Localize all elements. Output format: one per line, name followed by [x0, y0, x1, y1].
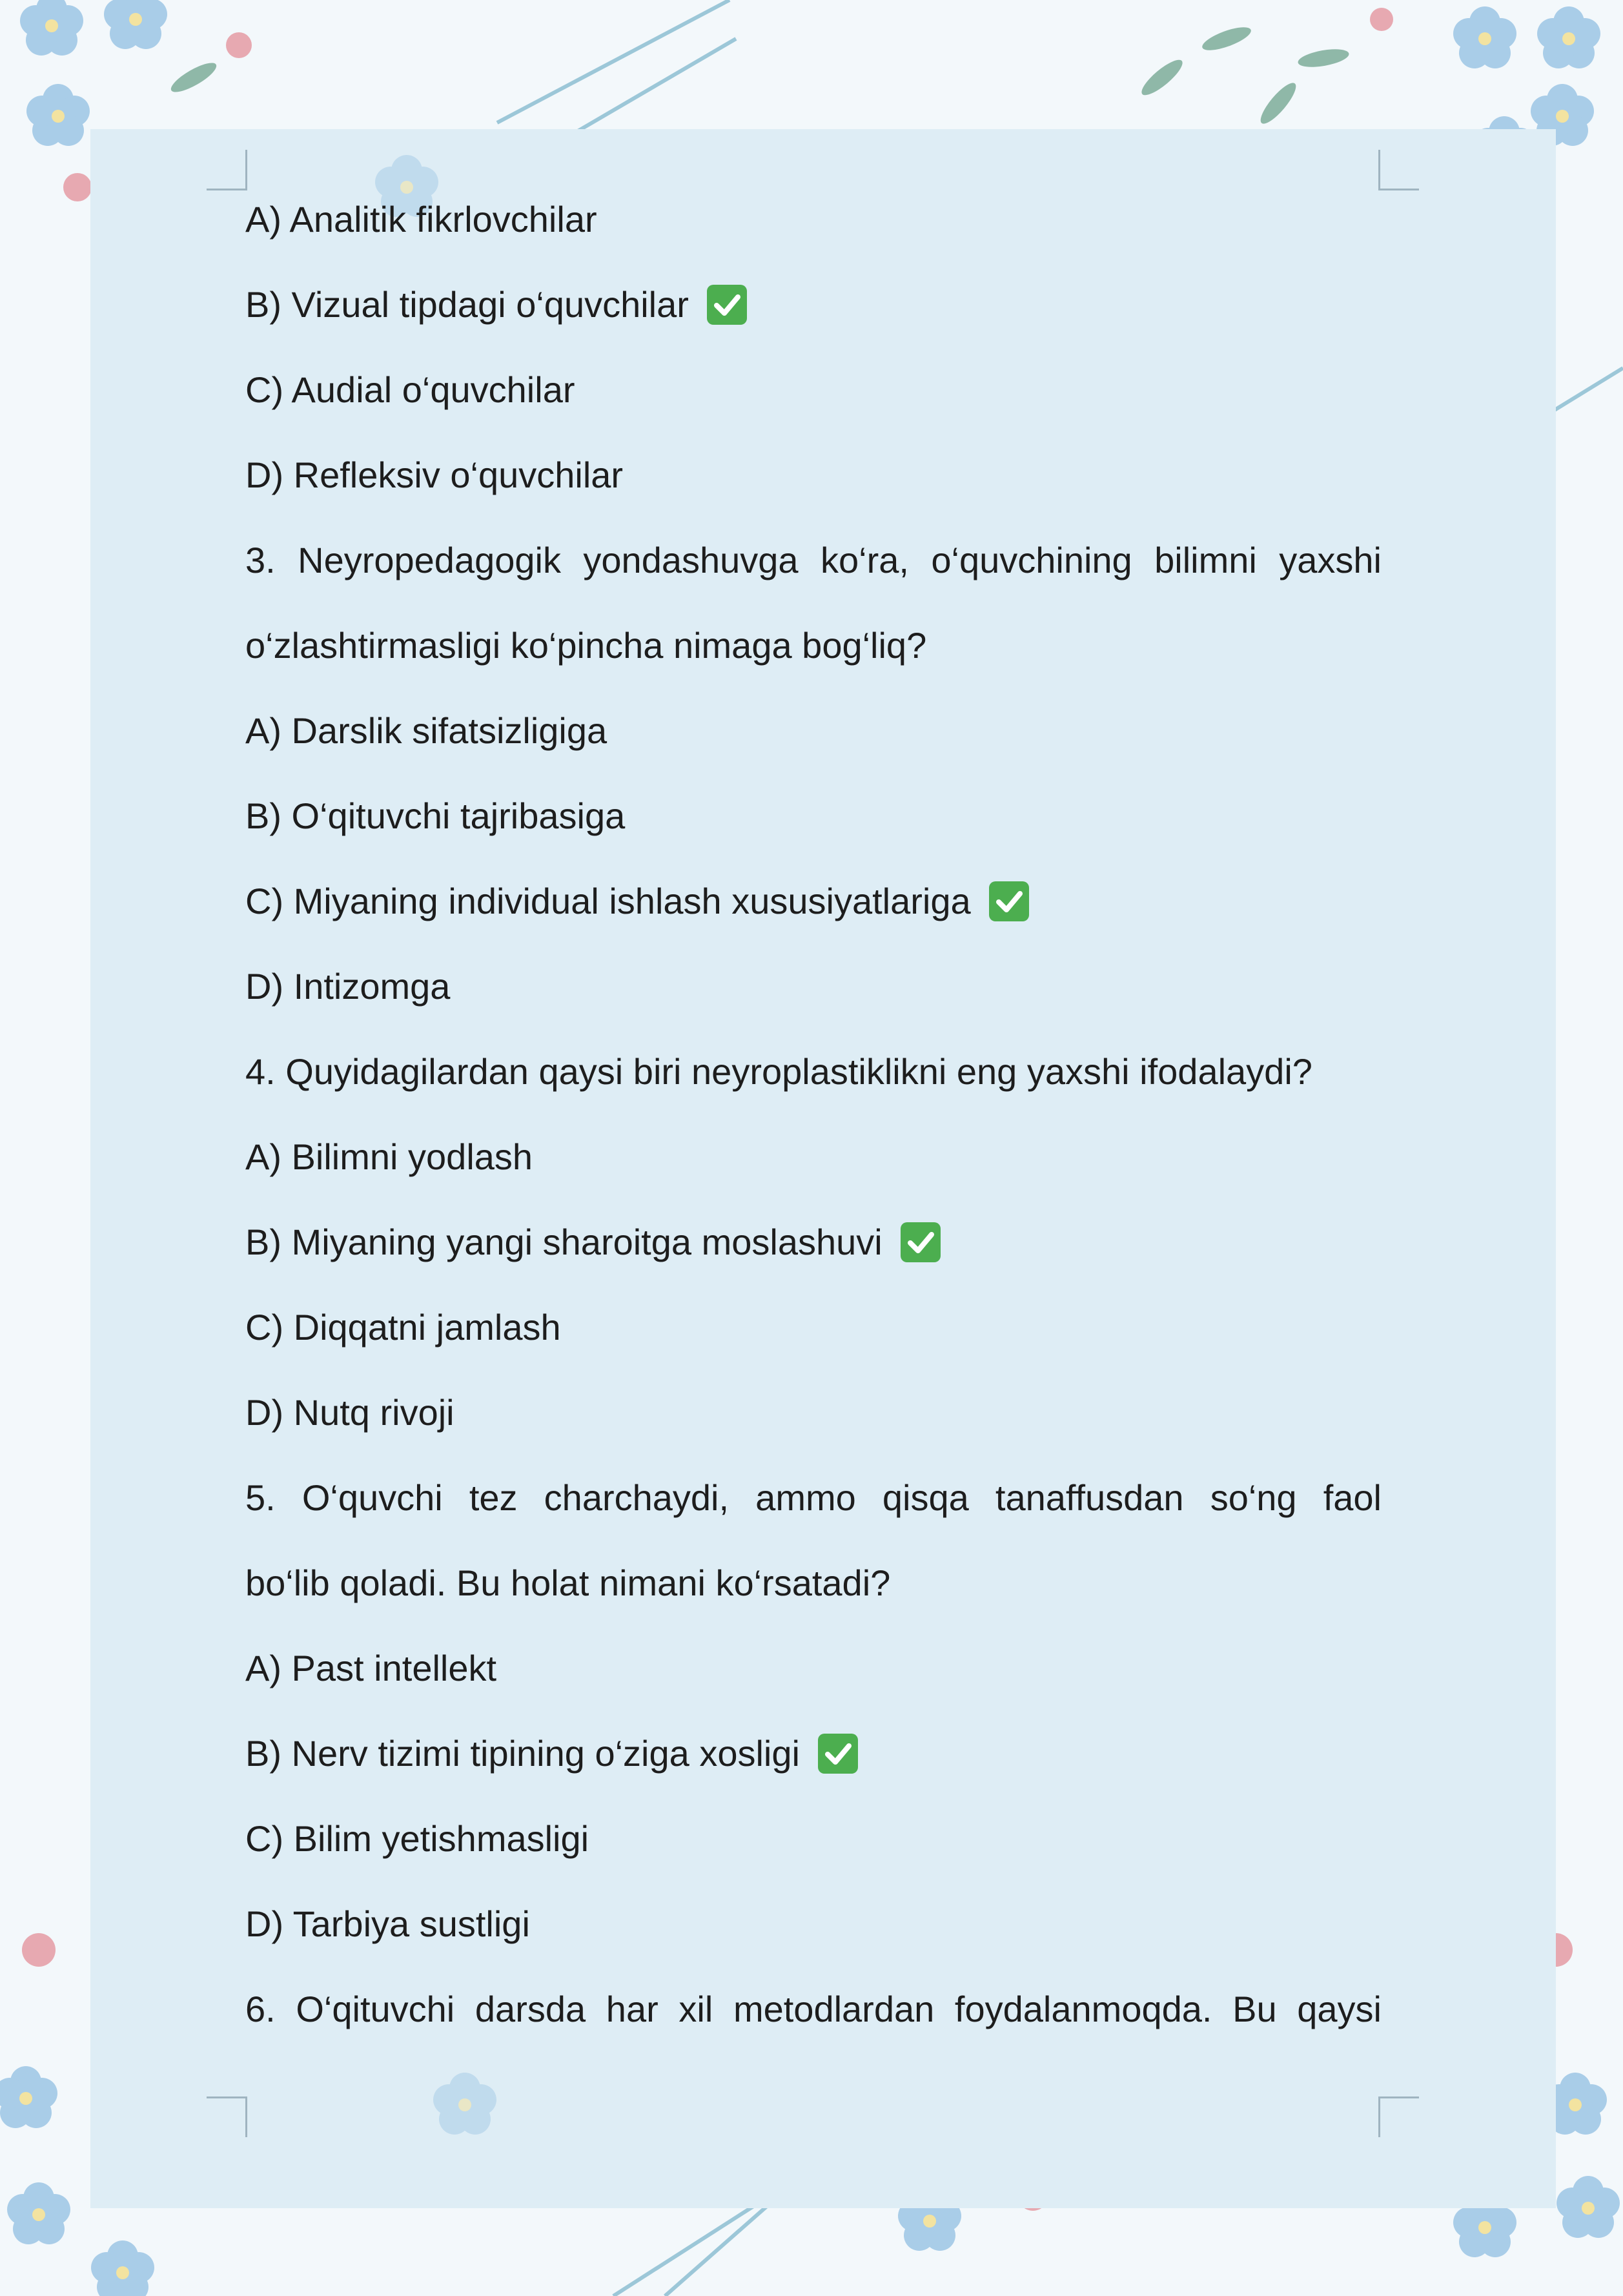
- text-line: [245, 449, 1382, 501]
- line-text: C) Bilim yetishmasligi: [245, 1818, 589, 1859]
- line-text: C) Audial o‘quvchilar: [245, 369, 575, 410]
- check-mark-button-icon: [707, 285, 747, 325]
- corner-mark-bottom-left: [207, 2096, 247, 2137]
- line-text: C) Miyaning individual ishlash xususiyatlariga: [245, 881, 971, 921]
- line-text: o‘zlashtirmasligi ko‘pincha nimaga bog‘liq?: [245, 625, 927, 666]
- line-text: 3. Neyropedagogik yondashuvga ko‘ra, o‘quvchining bilimni yaxshi: [245, 540, 1382, 580]
- text-line: [245, 279, 1382, 331]
- line-text: D) Nutq rivoji: [245, 1392, 454, 1433]
- line-text: B) Miyaning yangi sharoitga moslashuvi: [245, 1222, 883, 1262]
- line-text: D) Refleksiv o‘quvchilar: [245, 455, 624, 495]
- text-line: [245, 1302, 1382, 1353]
- text-line: [245, 620, 1382, 671]
- corner-mark-top-left: [207, 150, 247, 190]
- line-text: A) Analitik fikrlovchilar: [245, 199, 597, 240]
- text-line: [245, 1813, 1382, 1865]
- text-line: [245, 535, 1382, 586]
- line-text: A) Past intellekt: [245, 1648, 497, 1688]
- check-mark-button-icon: [901, 1222, 941, 1262]
- text-line: [245, 1728, 1382, 1779]
- check-mark-button-icon: [989, 881, 1029, 921]
- line-text: 4. Quyidagilardan qaysi biri neyroplastiklikni eng yaxshi ifodalaydi?: [245, 1051, 1312, 1092]
- text-line: [245, 1046, 1382, 1098]
- text-line: [245, 790, 1382, 842]
- text-line: [245, 1216, 1382, 1268]
- line-text: 5. O‘quvchi tez charchaydi, ammo qisqa tanaffusdan so‘ng faol: [245, 1477, 1382, 1518]
- text-line: [245, 1387, 1382, 1439]
- text-line: [245, 1643, 1382, 1694]
- text-line: [245, 876, 1382, 927]
- line-text: bo‘lib qoladi. Bu holat nimani ko‘rsatadi?: [245, 1563, 891, 1603]
- line-text: D) Tarbiya sustligi: [245, 1903, 530, 1944]
- text-line: [245, 961, 1382, 1012]
- check-mark-button-icon: [818, 1734, 858, 1774]
- text-line: [245, 705, 1382, 757]
- text-line: [245, 364, 1382, 416]
- line-text: A) Bilimni yodlash: [245, 1136, 533, 1177]
- line-text: A) Darslik sifatsizligiga: [245, 710, 607, 751]
- text-line: [245, 1983, 1382, 2035]
- line-text: B) O‘qituvchi tajribasiga: [245, 795, 626, 836]
- text-line: [245, 1472, 1382, 1524]
- text-line: [245, 1557, 1382, 1609]
- corner-mark-bottom-right: [1378, 2096, 1419, 2137]
- corner-mark-top-right: [1378, 150, 1419, 190]
- line-text: B) Vizual tipdagi o‘quvchilar: [245, 284, 689, 325]
- line-text: D) Intizomga: [245, 966, 451, 1007]
- line-text: C) Diqqatni jamlash: [245, 1307, 561, 1348]
- text-line: [245, 1131, 1382, 1183]
- text-line: [245, 194, 1382, 245]
- line-text: B) Nerv tizimi tipining o‘ziga xosligi: [245, 1733, 800, 1774]
- line-text: 6. O‘qituvchi darsda har xil metodlardan foydalanmoqda. Bu qaysi: [245, 1989, 1382, 2029]
- text-line: [245, 1898, 1382, 1950]
